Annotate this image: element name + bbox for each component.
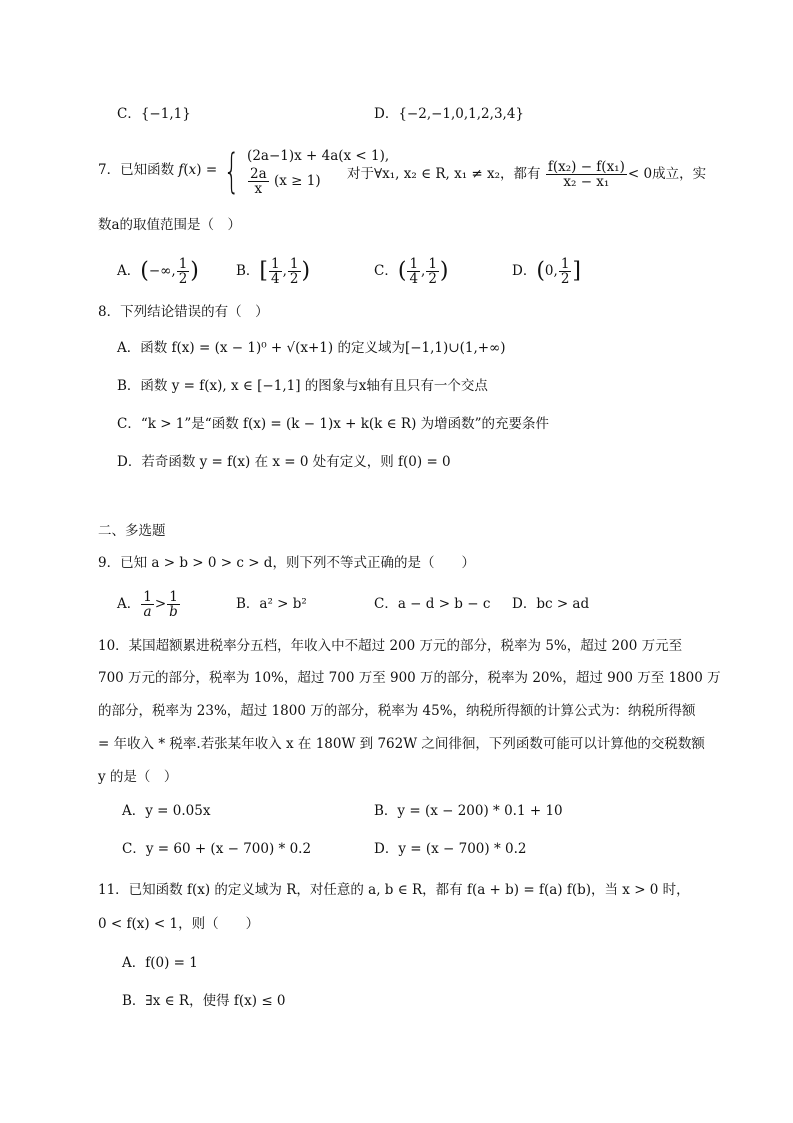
q7-option-a-label: A． [117, 263, 141, 279]
q8-option-c: C．“k > 1”是“函数 f(x) = (k − 1)x + k(k ∈ R) 为增函数”的充要条件 [117, 416, 550, 432]
q8-option-d: D．若奇函数 y = f(x) 在 x = 0 处有定义，则 f(0) = 0 [117, 454, 451, 470]
q10-line5: y 的是（ ） [98, 769, 178, 785]
q7-case2-den: x [254, 181, 263, 197]
q9-option-d: D．bc > ad [512, 596, 590, 612]
q7-option-a: A．(−∞, $\frac{1}{2}$ ) [117, 256, 199, 287]
q7-case2-cond: (x ≥ 1) [273, 173, 321, 189]
q9-option-a-label: A． [117, 596, 141, 612]
q6-option-d: D．{−2,−1,0,1,2,3,4} [374, 106, 524, 122]
q7-forall: 对于∀x₁, x₂ ∈ R, x₁ ≠ x₂，都有 [347, 166, 541, 182]
q7-case2-num: 2a [250, 166, 267, 182]
q9-option-a: A． $\frac{1}{a}$ > $\frac{1}{b}$ [117, 589, 178, 620]
q10-line1: 10．某国超额累进税率分五档，年收入中不超过 200 万元的部分，税率为 5%，超过 200 万元至 [98, 638, 683, 654]
q6-option-c: C．{−1,1} [117, 106, 191, 122]
q11-option-b: B．∃x ∈ R，使得 f(x) ≤ 0 [122, 993, 286, 1009]
q7-option-b: B．[ $\frac{1}{4}$ , $\frac{1}{2}$ ) [236, 256, 311, 287]
q10-option-d: D．y = (x − 700) * 0.2 [374, 841, 527, 857]
q7-brace: { [224, 143, 241, 198]
q11-option-a: A．f(0) = 1 [122, 955, 198, 971]
q7-condition [347, 160, 706, 189]
q7-frac-den: x₂ − x₁ [563, 174, 610, 190]
q8-option-a: A．函数 f(x) = (x − 1)⁰ + √(x+1) 的定义域为[−1,1)∪(1,+∞) [117, 340, 506, 356]
q7-option-d-label: D． [512, 263, 537, 279]
q7-option-b-label: B． [236, 263, 260, 279]
q9-option-b: B．a² > b² [236, 596, 307, 612]
q7-stem: 7．已知函数 f(x) = { (2a−1)x + 4a(x < 1), $\frac{2a}{x}$ (x ≥ 1) [98, 143, 390, 198]
q10-line3: 的部分，税率为 23%，超过 1800 万的部分，税率为 45%，纳税所得额的计算公式为：纳税所得额 [98, 703, 696, 719]
q9-stem: 9．已知 a > b > 0 > c > d，则下列不等式正确的是（ ） [98, 555, 475, 571]
q10-line2: 700 万元的部分，税率为 10%，超过 700 万至 900 万的部分，税率为 20%，超过 900 万至 1800 万 [98, 670, 721, 686]
q7-stem-prefix: 7．已知函数 [98, 162, 175, 178]
q11-line2: 0 < f(x) < 1，则（ ） [98, 916, 260, 932]
q10-option-b: B．y = (x − 200) * 0.1 + 10 [374, 803, 563, 819]
q7-option-d: D．(0, $\frac{1}{2}$ ] [512, 256, 581, 287]
q7-option-c-label: C． [374, 263, 398, 279]
q9-option-c: C．a − d > b − c [374, 596, 491, 612]
q10-option-a: A．y = 0.05x [122, 803, 211, 819]
section-heading: 二、多选题 [98, 523, 166, 539]
q8-option-b: B．函数 y = f(x), x ∈ [−1,1] 的图象与x轴有且只有一个交点 [117, 378, 488, 394]
q8-stem: 8．下列结论错误的有（ ） [98, 304, 269, 320]
q7-case1: (2a−1)x + 4a(x < 1), [247, 148, 390, 164]
q7-frac-num: f(x₂) − f(x₁) [547, 159, 625, 175]
q10-line4: = 年收入 * 税率.若张某年收入 x 在 180W 到 762W 之间徘徊，下列函数可能可以计算他的交税数额 [98, 736, 705, 752]
q11-line1: 11．已知函数 f(x) 的定义域为 R，对任意的 a, b ∈ R，都有 f(a + b) = f(a) f(b)，当 x > 0 时， [98, 882, 690, 898]
q7-option-c: C．( $\frac{1}{4}$ , $\frac{1}{2}$ ) [374, 256, 449, 287]
q7-line2: 数a的取值范围是（ ） [98, 217, 242, 233]
q10-option-c: C．y = 60 + (x − 700) * 0.2 [122, 841, 312, 857]
q7-tail: < 0成立，实 [627, 166, 707, 182]
